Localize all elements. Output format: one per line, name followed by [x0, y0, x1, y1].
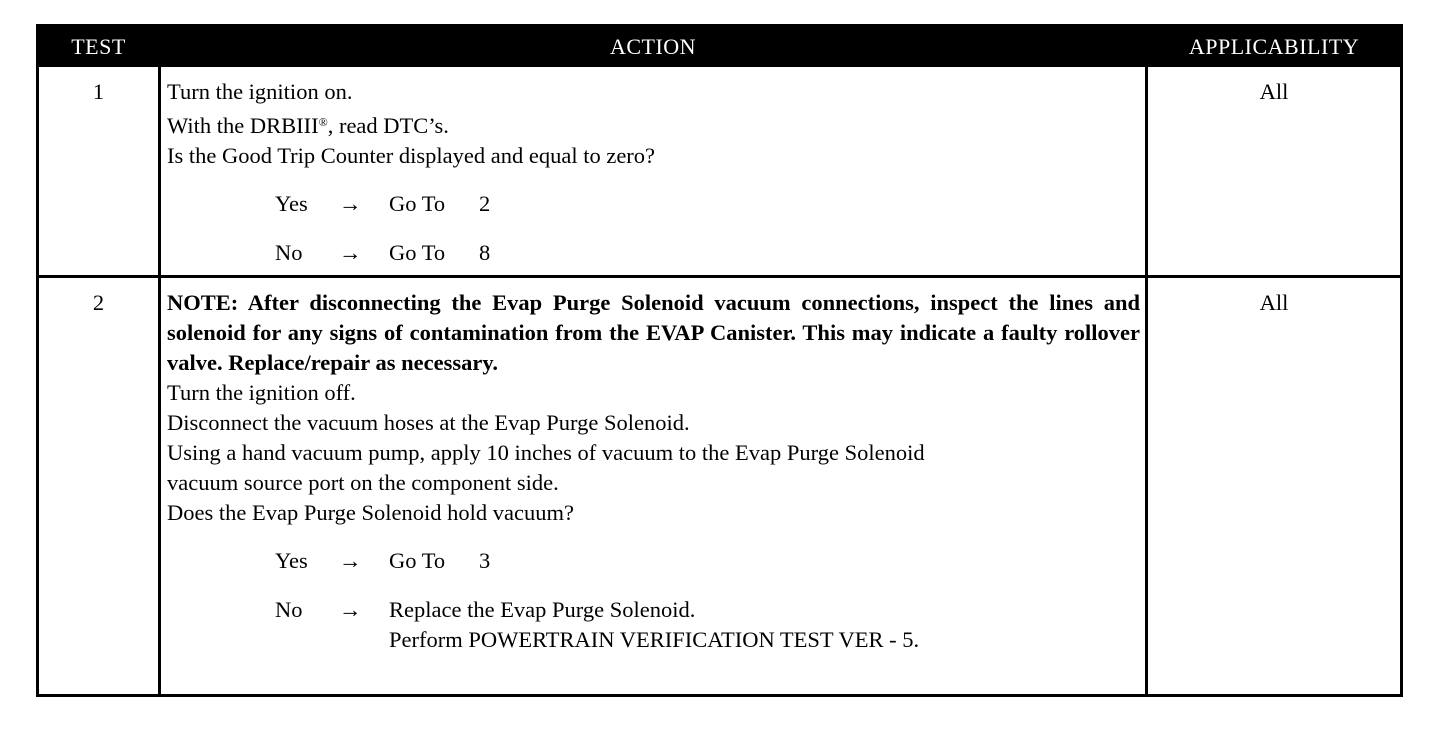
action-line: Turn the ignition off.: [167, 380, 356, 405]
arrow-icon: →: [339, 191, 362, 216]
no-label: No: [275, 240, 303, 265]
no-action-text: Perform POWERTRAIN VERIFICATION TEST VER - 5.: [389, 627, 920, 652]
goto-target: 8: [479, 240, 491, 265]
action-line: Using a hand vacuum pump, apply 10 inches of vacuum to the Evap Purge Solenoid: [167, 440, 925, 465]
header-test: TEST: [71, 34, 126, 59]
header-action: ACTION: [609, 34, 697, 59]
registered-mark: ®: [318, 115, 328, 129]
test-number: 2: [92, 290, 105, 315]
goto-text: Go To: [389, 548, 446, 573]
action-line: vacuum source port on the component side.: [167, 470, 559, 495]
goto-text: Go To: [389, 191, 446, 216]
diagnostic-test-table: [36, 24, 1403, 697]
action-line: With the DRBIII®, read DTC’s.: [167, 113, 449, 138]
action-line: Is the Good Trip Counter displayed and equal to zero?: [167, 143, 656, 168]
no-branch: [167, 238, 1140, 268]
action-cell: [167, 288, 1140, 655]
applicability-value: All: [1259, 79, 1289, 104]
column-divider: [1145, 67, 1148, 694]
action-cell: [167, 77, 1140, 268]
arrow-icon: →: [339, 240, 362, 265]
action-line: Turn the ignition on.: [167, 79, 353, 104]
yes-branch: [167, 189, 1140, 219]
note-text: NOTE: After disconnecting the Evap Purge Solenoid vacuum connections, inspect the lines and solenoid for any signs of contamination from the EVAP Canister. This may indicate a faulty rollover valve. Replace/repair as necessary.: [167, 290, 1140, 375]
test-number: 1: [92, 79, 105, 104]
table-header: [39, 27, 1400, 67]
yes-label: Yes: [275, 191, 308, 216]
goto-target: 3: [479, 548, 491, 573]
column-divider: [158, 67, 161, 694]
action-line: Does the Evap Purge Solenoid hold vacuum?: [167, 500, 575, 525]
header-applicability: APPLICABILITY: [1188, 34, 1360, 59]
yes-label: Yes: [275, 548, 308, 573]
yes-branch: [167, 546, 1140, 576]
row-divider: [39, 275, 1400, 278]
goto-text: Go To: [389, 240, 446, 265]
no-branch: [167, 595, 1140, 655]
arrow-icon: →: [339, 597, 362, 622]
action-line: Disconnect the vacuum hoses at the Evap Purge Solenoid.: [167, 410, 690, 435]
no-action-text: Replace the Evap Purge Solenoid.: [389, 597, 696, 622]
no-label: No: [275, 597, 303, 622]
applicability-value: All: [1259, 290, 1289, 315]
arrow-icon: →: [339, 548, 362, 573]
goto-target: 2: [479, 191, 491, 216]
